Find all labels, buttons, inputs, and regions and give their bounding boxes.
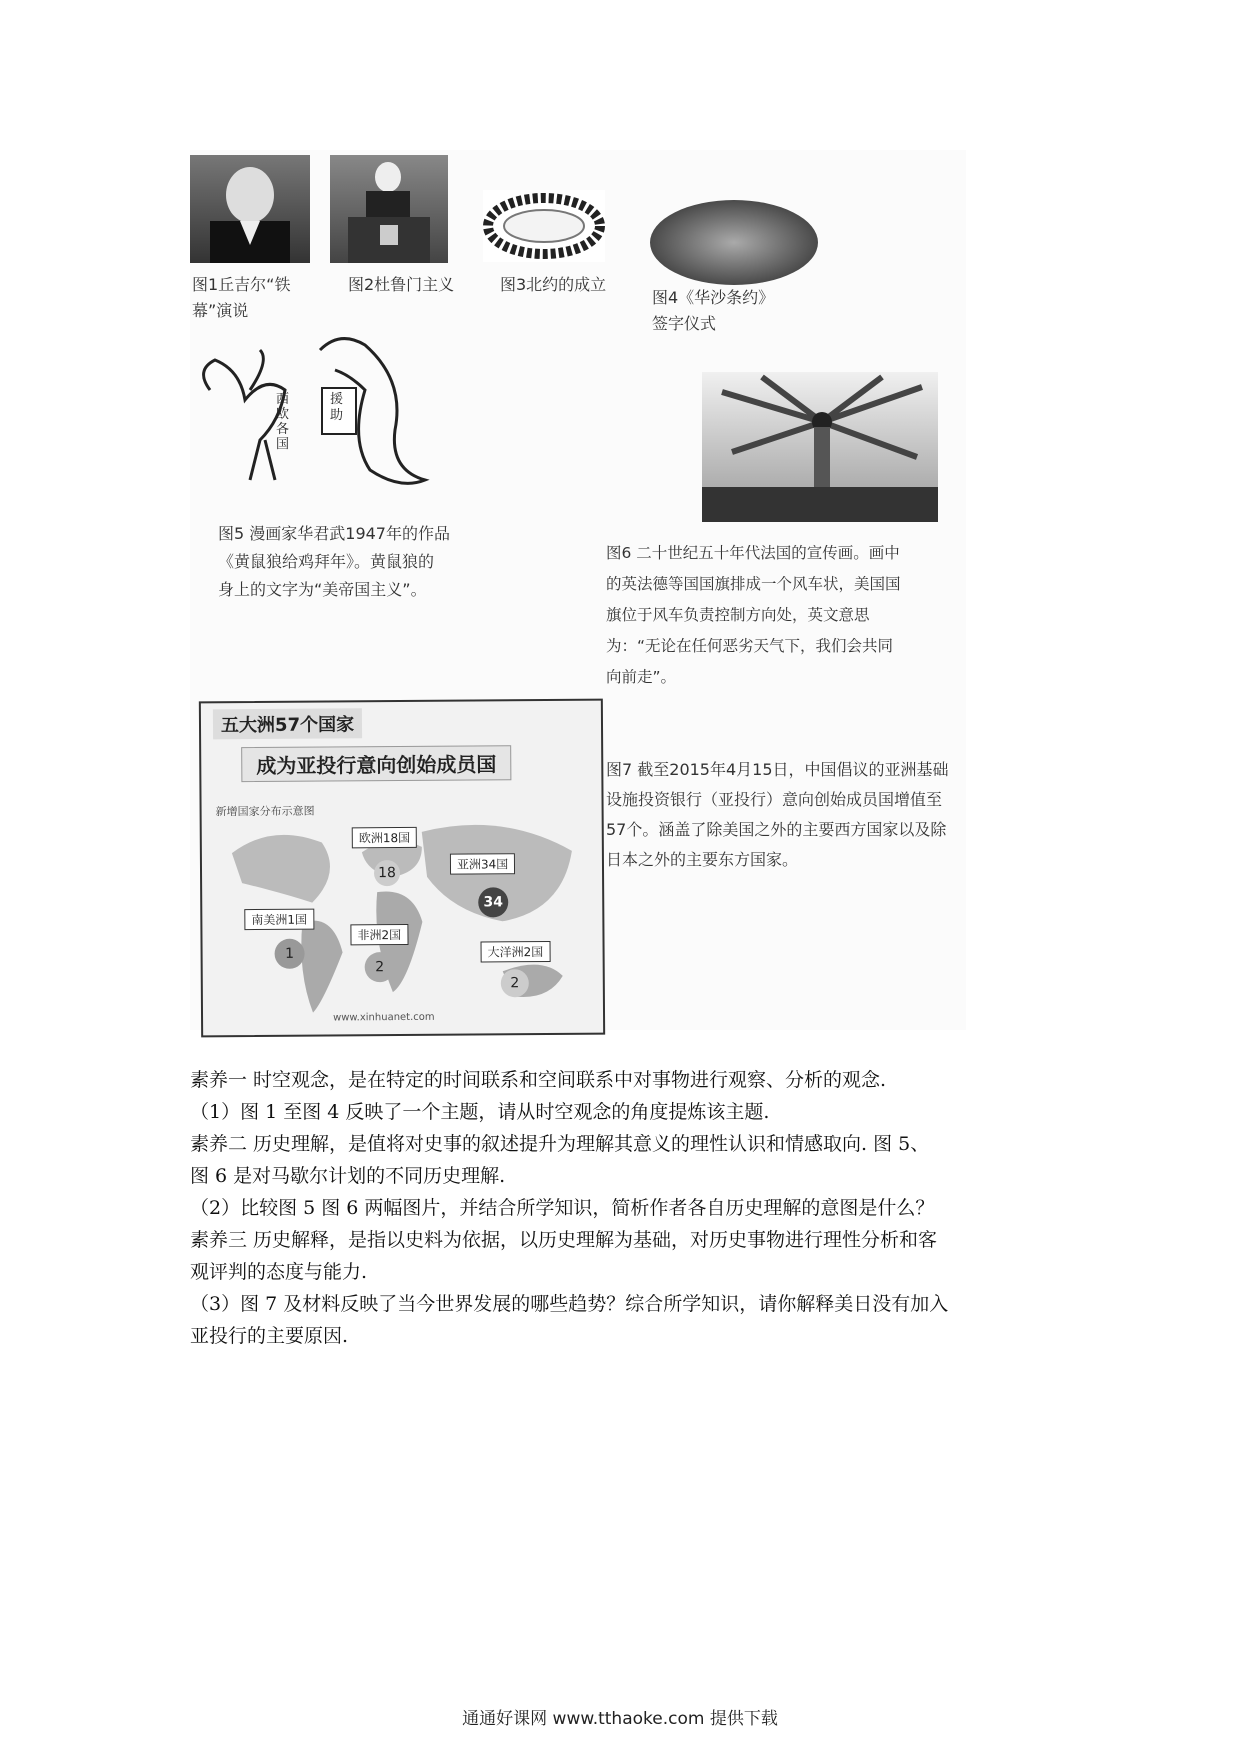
truman-photo xyxy=(330,155,448,263)
weasel-rooster-cartoon-icon xyxy=(190,330,460,490)
fig3-caption: 图3北约的成立 xyxy=(500,275,607,294)
warsaw-pact-photo xyxy=(650,200,818,285)
nato-photo xyxy=(483,190,605,262)
question-2: （2）比较图 5 图 6 两幅图片，并结合所学知识，简析作者各自历史理解的意图是什么？ xyxy=(190,1197,935,1219)
question-text xyxy=(190,1064,1070,1352)
europe-label: 欧洲18国 xyxy=(352,827,417,848)
fig6-caption: 图6 二十世纪五十年代法国的宣传画。画中 的英法德等国国旗排成一个风车状，美国国 旗位于风车负责控制方向处，英文意思 为：“无论在任何恶劣天气下，我们会共同 向前走”。 xyxy=(606,544,901,686)
literacy-1: 素养一 时空观念，是在特定的时间联系和空间联系中对事物进行观察、分析的观念. xyxy=(190,1069,887,1091)
map-subtitle: 新增国家分布示意图 xyxy=(215,804,315,819)
asia-label: 亚洲34国 xyxy=(450,853,515,874)
windmill-poster xyxy=(702,372,938,522)
windmill-flags-icon xyxy=(702,372,938,522)
cartoon-sign-label: 援助 xyxy=(330,392,344,423)
churchill-portrait-icon xyxy=(190,155,310,263)
map-title-2: 成为亚投行意向创始成员国 xyxy=(241,745,511,782)
oceania-count: 2 xyxy=(501,969,529,997)
europe-count: 18 xyxy=(374,860,400,886)
question-1: （1）图 1 至图 4 反映了一个主题，请从时空观念的角度提炼该主题. xyxy=(190,1101,770,1123)
oceania-label: 大洋洲2国 xyxy=(481,941,551,962)
fig5-caption: 图5 漫画家华君武1947年的作品 《黄鼠狼给鸡拜年》。黄鼠狼的 身上的文字为“美帝国主义”。 xyxy=(218,524,450,599)
fig2-caption: 图2杜鲁门主义 xyxy=(348,275,455,294)
africa-label: 非洲2国 xyxy=(350,924,408,945)
literacy-2: 素养二 历史理解，是值将对史事的叙述提升为理解其意义的理性认识和情感取向. 图 5、 xyxy=(190,1133,930,1155)
world-map-icon xyxy=(201,701,603,1036)
fig4-caption: 图4《华沙条约》 签字仪式 xyxy=(652,288,775,333)
south-america-label: 南美洲1国 xyxy=(244,909,314,930)
question-3-cont: 亚投行的主要原因. xyxy=(190,1325,349,1347)
literacy-3: 素养三 历史解释，是指以史料为依据，以历史理解为基础，对历史事物进行理性分析和客 xyxy=(190,1229,938,1251)
cartoon-left-label: 西欧各国 xyxy=(276,392,290,452)
churchill-photo xyxy=(190,155,310,263)
aiib-map xyxy=(199,699,605,1038)
footer: 通通好课网 www.tthaoke.com 提供下载 xyxy=(462,1709,778,1729)
truman-podium-icon xyxy=(330,155,448,263)
fig1-caption: 图1丘吉尔“铁 幕”演说 xyxy=(192,275,291,320)
map-title-1: 五大洲57个国家 xyxy=(213,708,362,739)
africa-count: 2 xyxy=(365,952,395,982)
literacy-2-cont: 图 6 是对马歇尔计划的不同历史理解. xyxy=(190,1165,506,1187)
weasel-chicken-cartoon xyxy=(190,330,460,490)
fig7-caption: 图7 截至2015年4月15日，中国倡议的亚洲基础 设施投资银行（亚投行）意向创始成员国增值至 57个。涵盖了除美国之外的主要西方国家以及除 日本之外的主要东方国家。 xyxy=(606,760,949,869)
south-america-count: 1 xyxy=(274,939,304,969)
map-url: www.xinhuanet.com xyxy=(333,1011,435,1024)
nato-round-table-icon xyxy=(483,190,605,262)
literacy-3-cont: 观评判的态度与能力. xyxy=(190,1261,368,1283)
question-3: （3）图 7 及材料反映了当今世界发展的哪些趋势？综合所学知识，请你解释美日没有加入 xyxy=(190,1293,949,1315)
asia-count: 34 xyxy=(478,887,508,917)
